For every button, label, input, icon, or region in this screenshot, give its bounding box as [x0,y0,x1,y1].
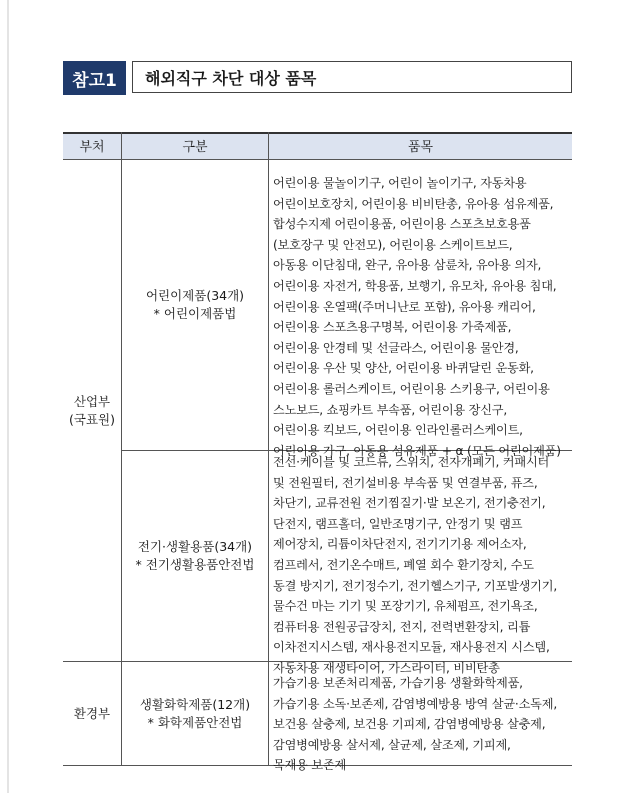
category-law: * 전기생활용품안전법 [135,557,255,572]
section-title [63,61,572,95]
ministry-name: 환경부 [73,705,111,721]
item-line: 컴퓨터용 전원공급장치, 전지, 전력변환장치, 리튬 [273,619,531,634]
category-cell [122,160,268,450]
reference-badge: 참고1 [63,61,126,95]
header-ministry: 부처 [79,140,105,155]
item-line: 자동차용 재생타이어, 가스라이터, 비비탄총 [273,660,500,675]
item-line: 보건용 살충제, 보건용 기피제, 감염병예방용 살충제, [273,717,546,732]
item-line: 감염병예방용 살서제, 살균제, 살조제, 기피제, [273,737,511,752]
page-title: 해외직구 차단 대상 품목 [132,61,572,93]
item-line: 어린이용 물놀이기구, 어린이 놀이기구, 자동차용 [273,176,527,190]
item-line: 물수건 마는 기기 및 포장기기, 유체펌프, 전기욕조, [273,599,538,614]
blocked-items-table [63,132,572,773]
item-line: 컴프레서, 전기온수매트, 폐열 회수 환기장치, 수도 [273,557,534,572]
item-line: 및 전원필터, 전기설비용 부속품 및 연결부품, 퓨즈, [273,475,538,490]
item-line: 전선·케이블 및 코드류, 스위치, 전자개폐기, 커패시터 [273,455,550,469]
header-category: 구분 [182,140,208,155]
items-list [273,452,569,679]
column-divider [268,132,269,766]
item-line: 단전지, 램프홀더, 일반조명기구, 안정기 및 램프 [273,516,523,531]
item-line: (보호장구 및 안전모), 어린이용 스케이트보드, [273,237,513,252]
item-line: 어린이용 안경테 및 선글라스, 어린이용 물안경, [273,340,519,355]
page-edge [7,0,9,793]
item-line: 어린이용 롤러스케이트, 어린이용 스키용구, 어린이용 [273,381,550,396]
item-line: 스노보드, 쇼핑카트 부속품, 어린이용 장신구, [273,402,508,417]
category-cell [122,451,268,661]
ministry-name: 산업부 [73,393,111,409]
item-line: 차단기, 교류전원 전기찜질기·발 보온기, 전기충전기, [273,496,546,511]
item-line: 가습기용 소독·보존제, 감염병예방용 방역 살균·소독제, [273,696,558,711]
item-line: 어린이용 가구, 아동용 섬유제품 + α (모든 어린이제품) [273,443,561,458]
item-line: 어린이용 온열팩(주머니난로 포함), 유아용 캐리어, [273,299,536,314]
item-line: 어린이용 킥보드, 어린이용 인라인롤러스케이트, [273,423,523,438]
item-line: 어린이용 스포츠용구명복, 어린이용 가죽제품, [273,320,512,335]
category-cell [122,662,268,765]
header-items: 품목 [407,140,434,155]
category-name: 어린이제품(34개) [145,288,245,303]
category-name: 전기·생활용품(34개) [137,539,253,554]
item-line: 어린이용 우산 및 양산, 어린이용 바퀴달린 운동화, [273,361,534,376]
category-law: * 화학제품안전법 [147,714,243,730]
item-line: 목재용 보존제 [273,758,347,773]
item-line: 합성수지제 어린이용품, 어린이용 스포츠보호용품 [273,217,531,232]
item-line: 어린이용 자전거, 학용품, 보행기, 유모차, 유아용 침대, [273,278,557,293]
item-line: 동결 방지기, 전기정수기, 전기헬스기구, 기포발생기기, [273,578,558,593]
item-line: 제어장치, 리튬이차단전지, 전기기기용 제어소자, [273,537,527,552]
item-line: 가습기용 보존처리제품, 가습기용 생활화학제품, [273,676,523,690]
item-line: 이차전지시스템, 재사용전지모듈, 재사용전지 시스템, [273,640,550,655]
category-name: 생활화학제품(12개) [139,696,251,712]
items-list [273,673,569,776]
item-line: 어린이보호장치, 어린이용 비비탄총, 유아용 섬유제품, [273,196,554,211]
ministry-cell [63,662,121,765]
ministry-agency: (국표원) [69,411,115,427]
category-law: * 어린이제품법 [153,306,237,321]
ministry-cell [63,160,121,661]
item-line: 아동용 이단침대, 완구, 유아용 삼륜차, 유아용 의자, [273,258,542,273]
items-list [273,173,569,461]
